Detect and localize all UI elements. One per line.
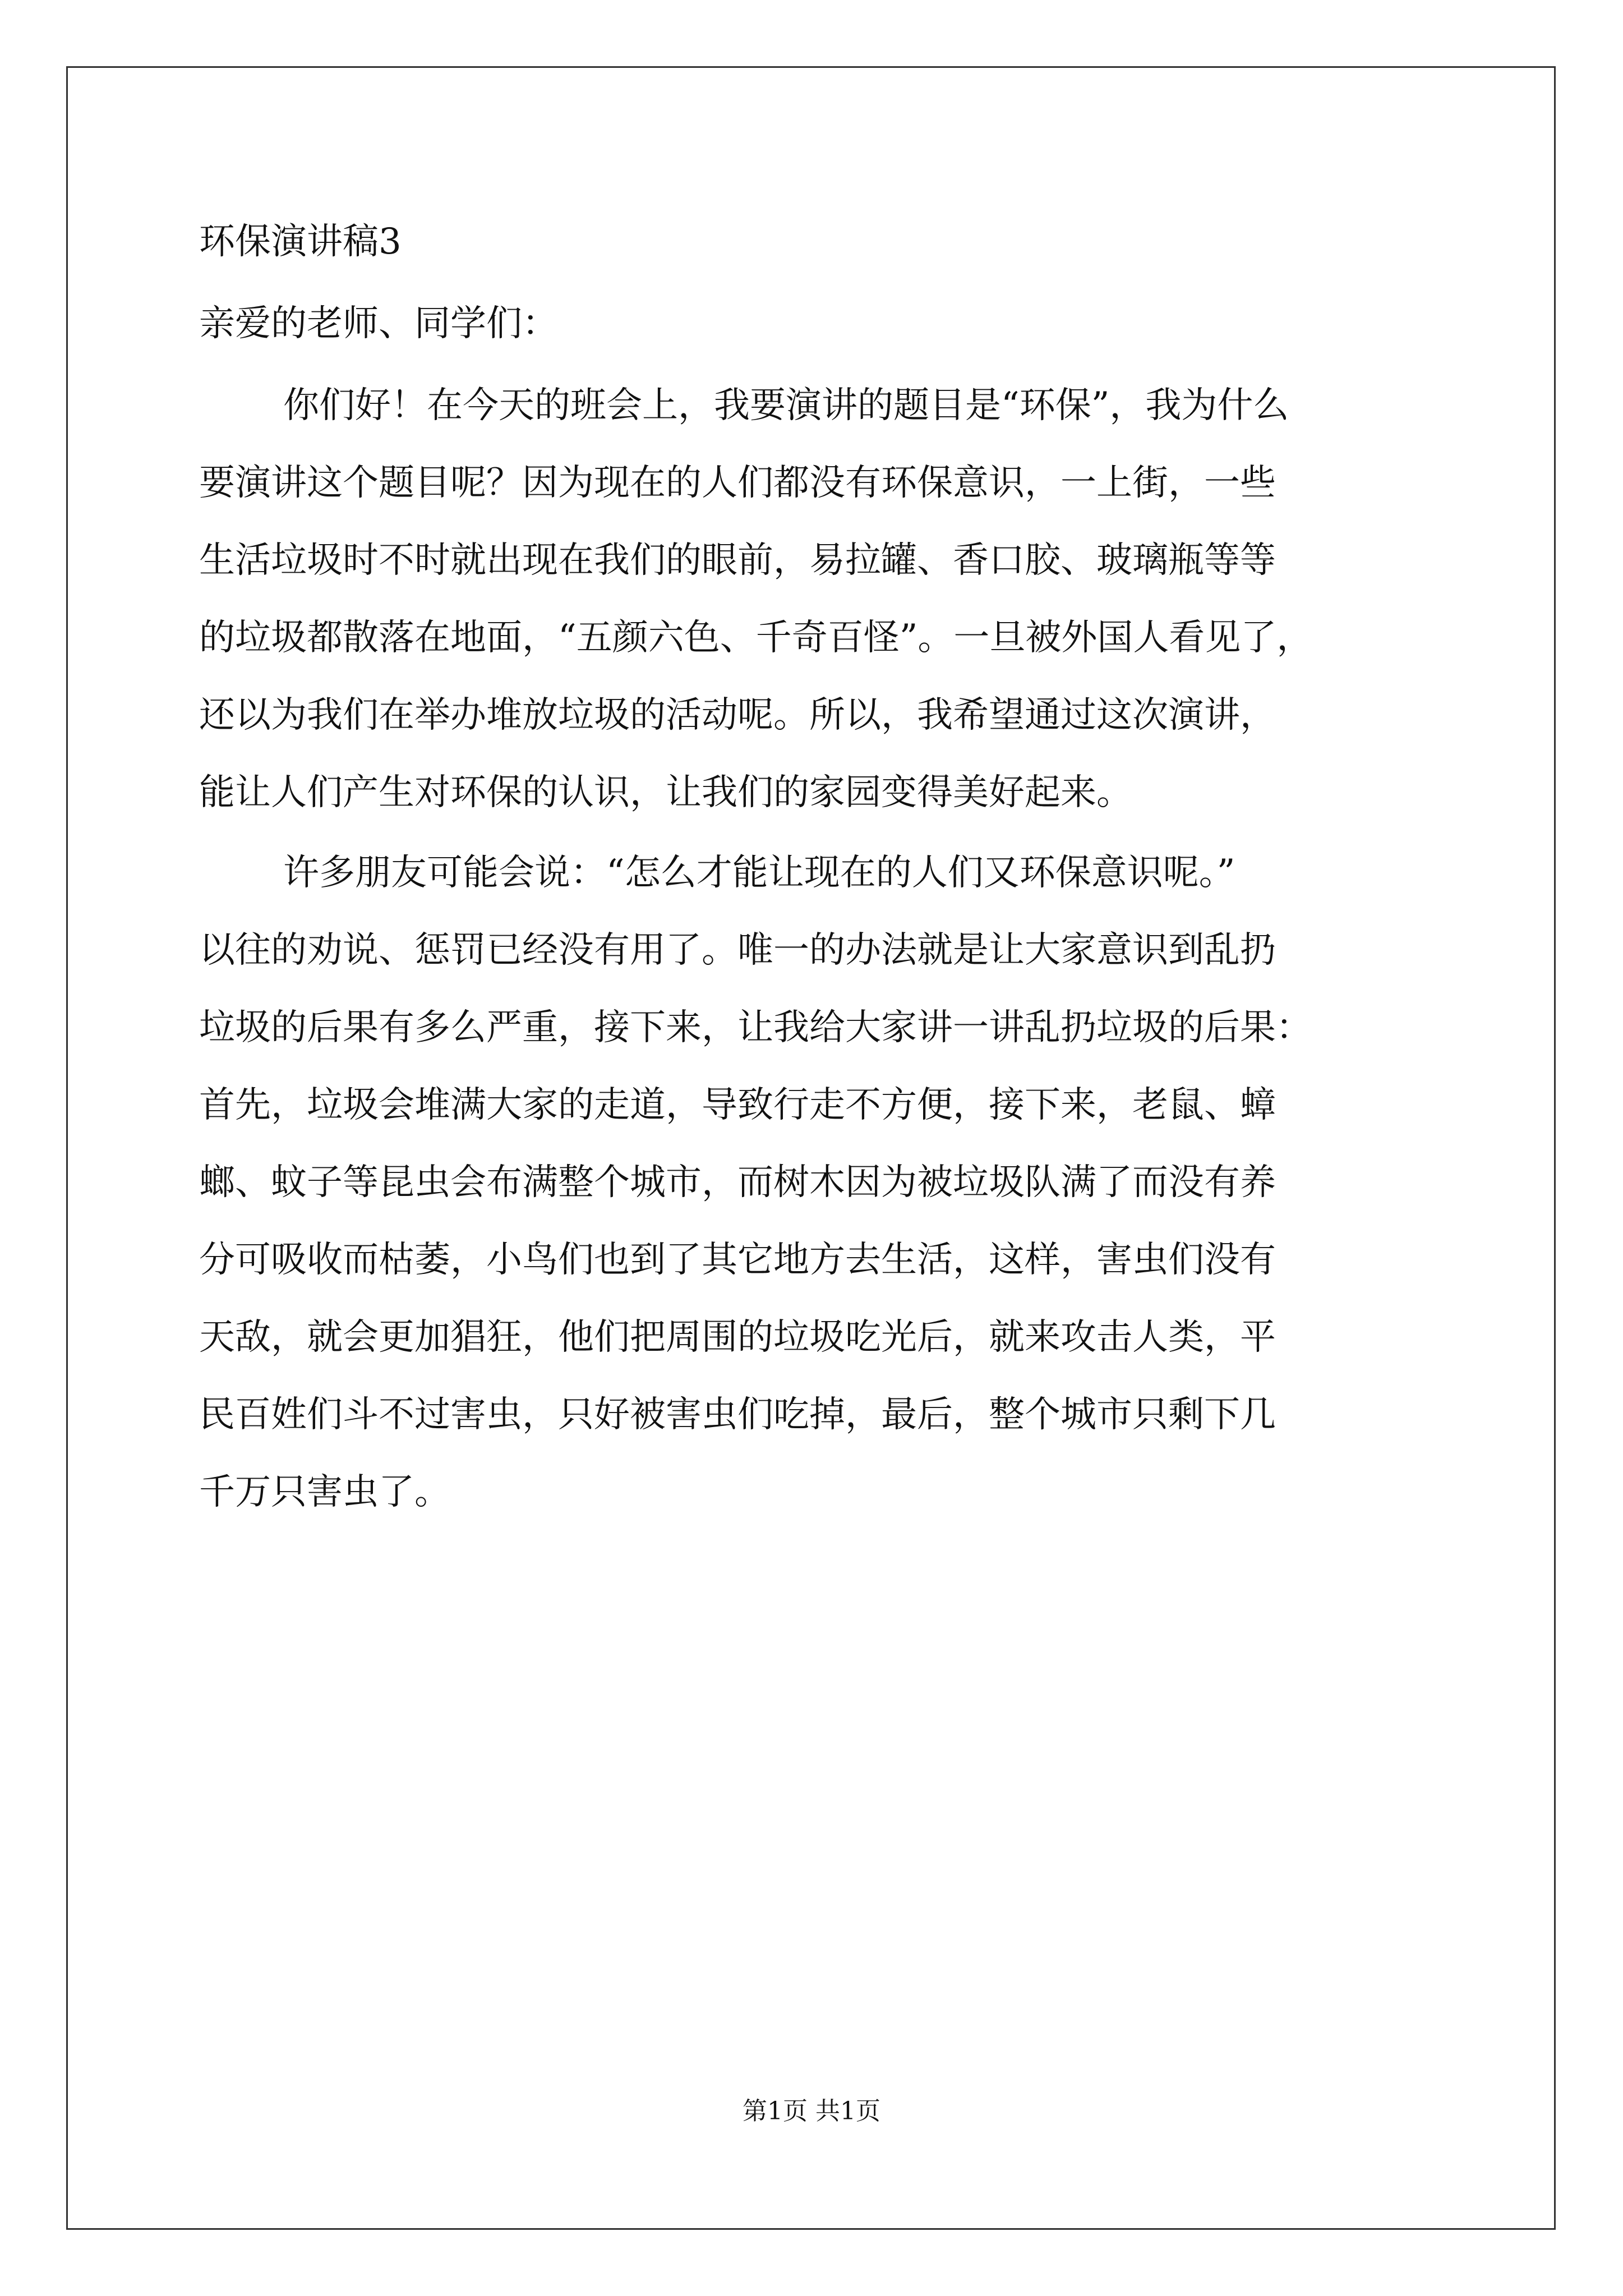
paragraph-2-line-2: 以往的劝说、惩罚已经没有用了。唯一的办法就是让大家意识到乱扔 xyxy=(199,930,1276,971)
paragraph-1-line-4: 的垃圾都散落在地面，“五颜六色、千奇百怪”。一旦被外国人看见了， xyxy=(199,617,1313,659)
page-footer: 第1页 共1页 xyxy=(743,2097,880,2125)
salutation: 亲爱的老师、同学们： xyxy=(199,303,558,344)
paragraph-2-line-7: 天敌，就会更加猖狂，他们把周围的垃圾吃光后，就来攻击人类，平 xyxy=(199,1317,1276,1358)
paragraph-2-line-8: 民百姓们斗不过害虫，只好被害虫们吃掉，最后，整个城市只剩下几 xyxy=(199,1394,1276,1435)
paragraph-2-line-5: 螂、蚊子等昆虫会布满整个城市，而树木因为被垃圾队满了而没有养 xyxy=(199,1162,1276,1203)
paragraph-2-line-3: 垃圾的后果有多么严重，接下来，让我给大家讲一讲乱扔垃圾的后果： xyxy=(199,1007,1312,1048)
document-title: 环保演讲稿3 xyxy=(199,221,402,263)
paragraph-1-line-3: 生活垃圾时不时就出现在我们的眼前，易拉罐、香口胶、玻璃瓶等等 xyxy=(199,540,1276,581)
paragraph-2-line-6: 分可吸收而枯萎，小鸟们也到了其它地方去生活，这样，害虫们没有 xyxy=(199,1239,1276,1281)
paragraph-2-line-1: 许多朋友可能会说：“怎么才能让现在的人们又环保意识呢。” xyxy=(283,852,1235,894)
paragraph-2-line-4: 首先，垃圾会堆满大家的走道，导致行走不方便，接下来，老鼠、蟑 xyxy=(199,1084,1276,1126)
paragraph-1-line-6: 能让人们产生对环保的认识，让我们的家园变得美好起来。 xyxy=(199,772,1132,813)
paragraph-1-line-1: 你们好！在今天的班会上，我要演讲的题目是“环保”，我为什么 xyxy=(283,385,1289,426)
paragraph-1-line-5: 还以为我们在举办堆放垃圾的活动呢。所以，我希望通过这次演讲， xyxy=(199,694,1276,736)
paragraph-2-line-9: 千万只害虫了。 xyxy=(199,1471,450,1513)
paragraph-1-line-2: 要演讲这个题目呢？因为现在的人们都没有环保意识，一上街，一些 xyxy=(199,462,1276,504)
